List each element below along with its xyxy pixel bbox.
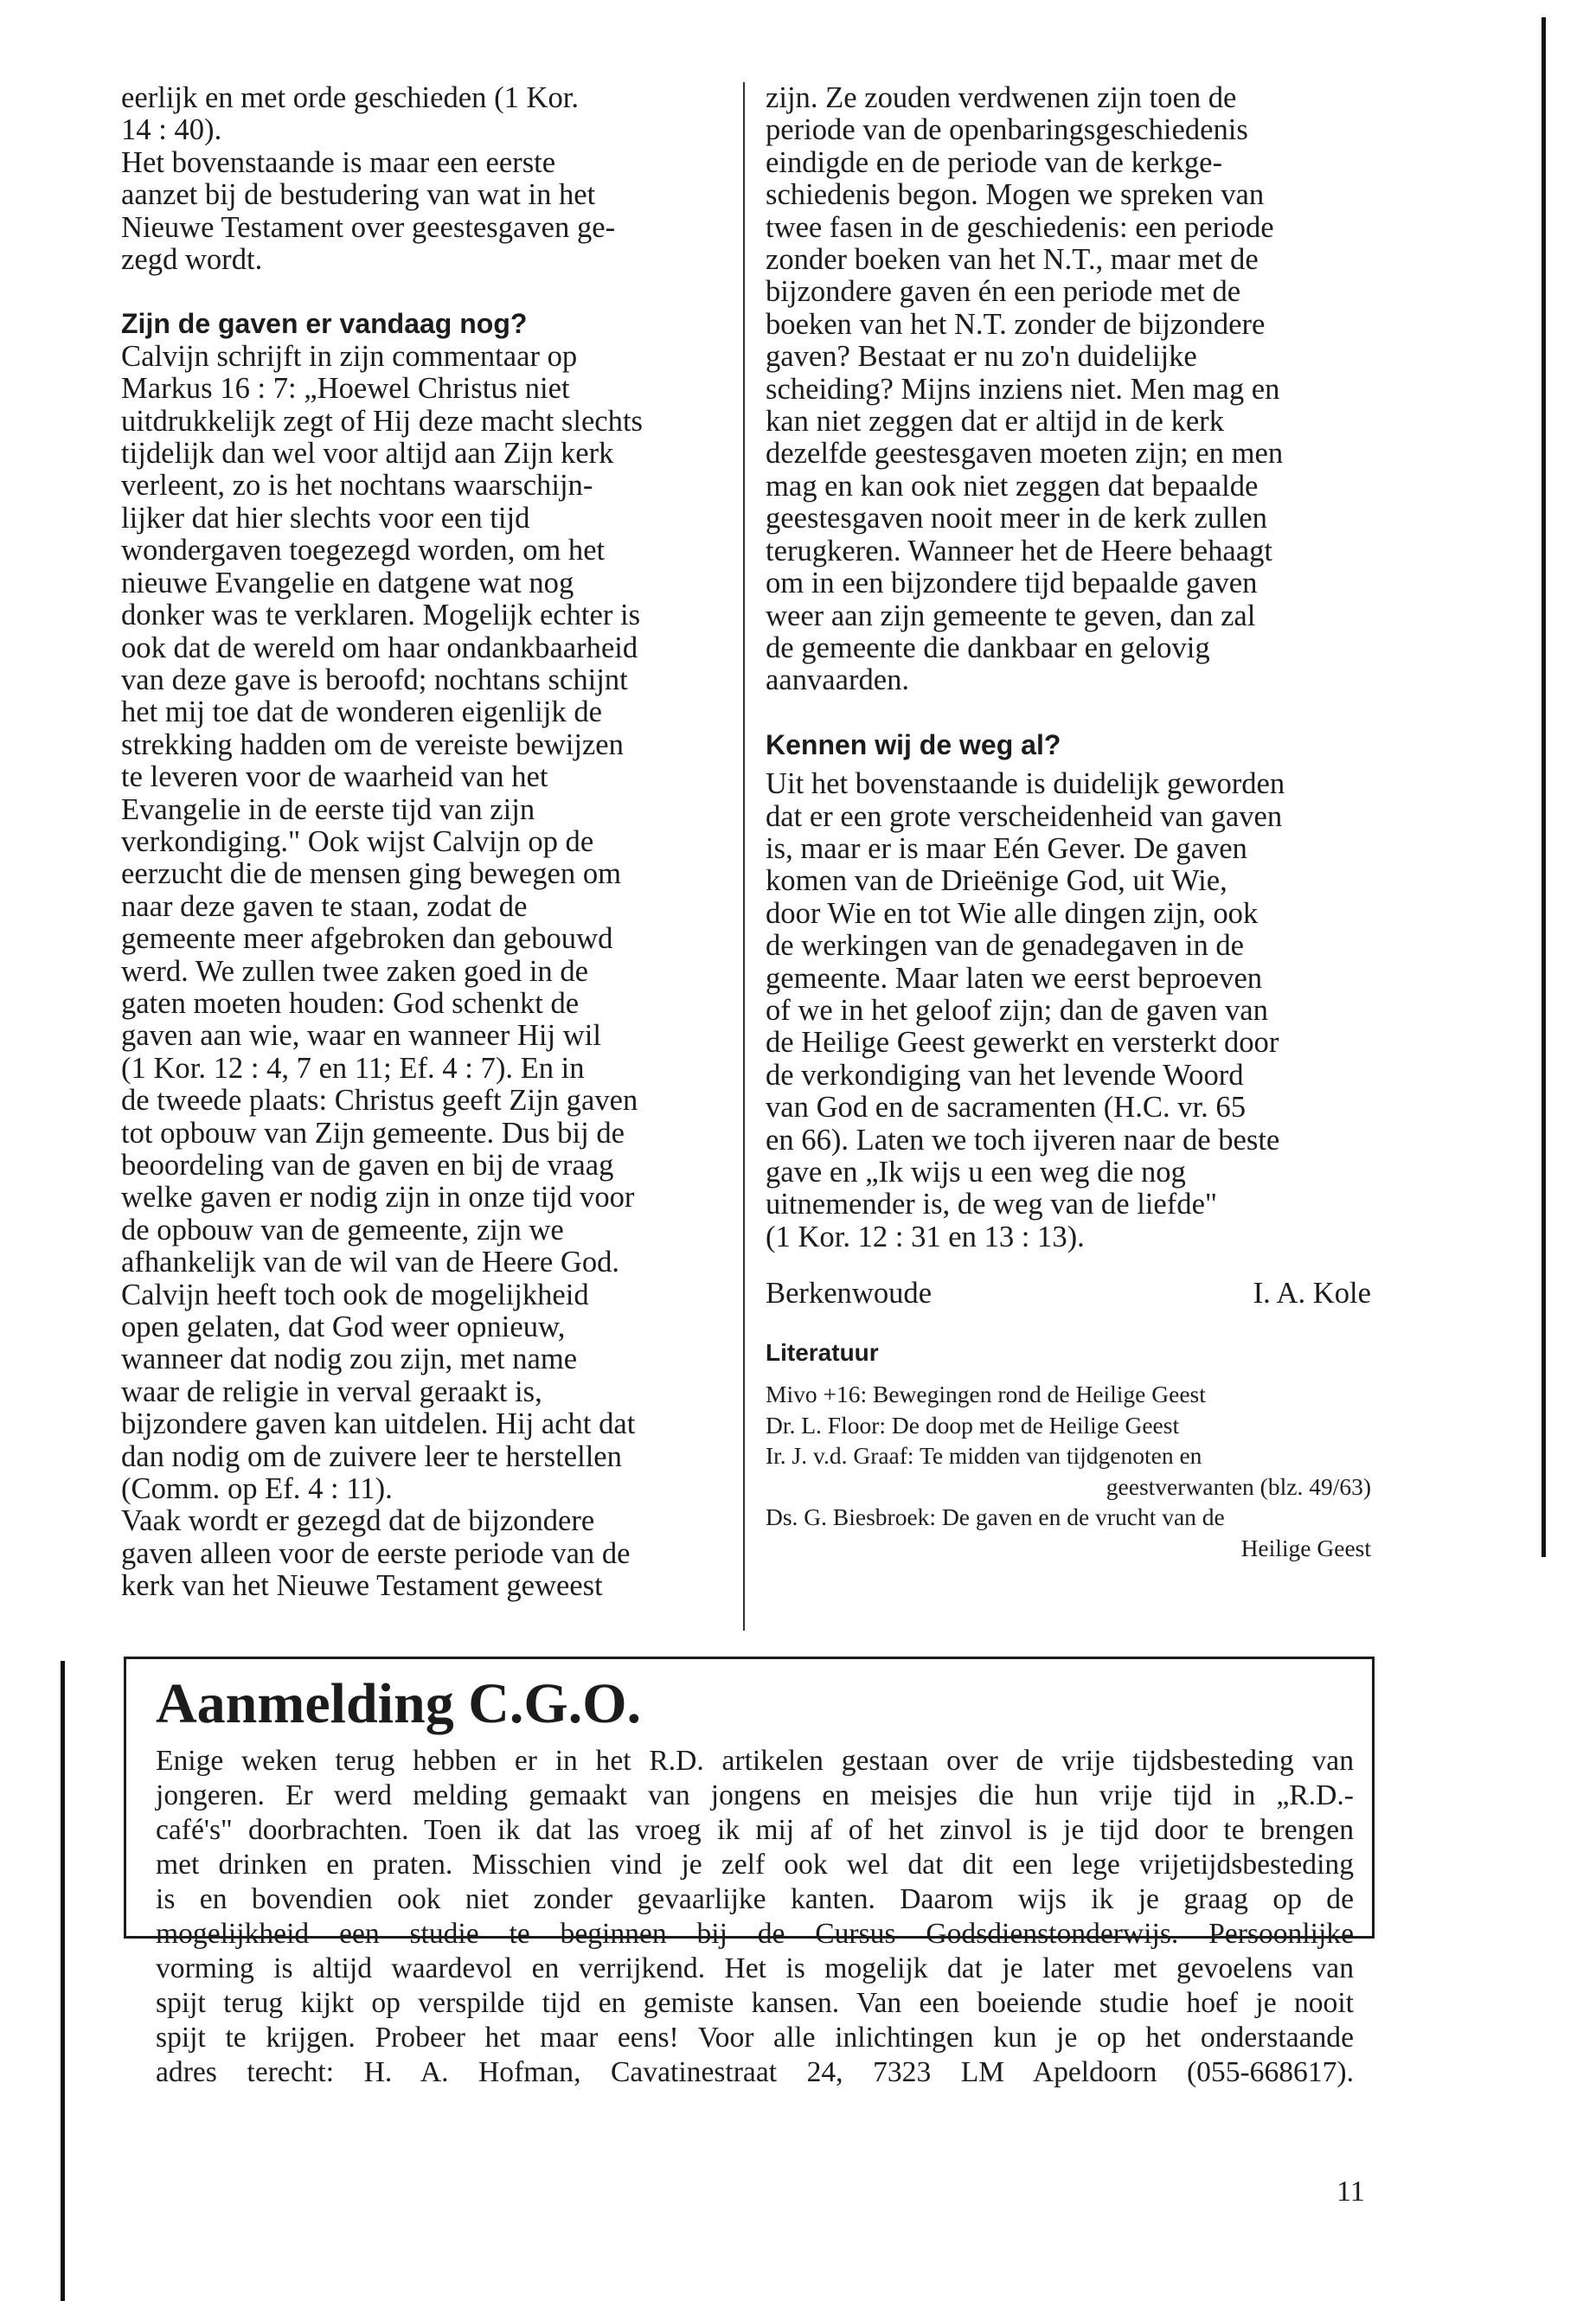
- text-line: donker was te verklaren. Mogelijk echter is: [121, 599, 641, 632]
- signature-place: Berkenwoude: [766, 1277, 933, 1311]
- signature-row: [766, 1278, 1371, 1310]
- text-line: weer aan zijn gemeente te geven, dan zal: [766, 599, 1256, 632]
- text-line: wondergaven toegezegd worden, om het: [121, 534, 606, 567]
- text-line: werd. We zullen twee zaken goed in de: [121, 954, 588, 988]
- text-line: eerzucht die de mensen ging bewegen om: [121, 857, 622, 891]
- announcement-text: [156, 1744, 1354, 2090]
- text-line: Calvijn heeft toch ook de mogelijkheid: [121, 1278, 589, 1311]
- literature-list: [766, 1379, 1371, 1563]
- text-line: zijn. Ze zouden verdwenen zijn toen de: [766, 81, 1237, 114]
- text-line: is, maar er is maar Eén Gever. De gaven: [766, 831, 1247, 865]
- text-line: Nieuwe Testament over geestesgaven ge-: [121, 210, 616, 244]
- text-line: de tweede plaats: Christus geeft Zijn gaven: [121, 1084, 638, 1118]
- text-line: aanzet bij de bestudering van wat in het: [121, 178, 596, 212]
- text-line: scheiding? Mijns inziens niet. Men mag en: [766, 372, 1280, 406]
- literature-entry: Ds. G. Biesbroek: De gaven en de vrucht van de: [766, 1503, 1225, 1531]
- text-line: tot opbouw van Zijn gemeente. Dus bij de: [121, 1116, 625, 1150]
- literature-entry-continued: Heilige Geest: [1240, 1534, 1371, 1561]
- text-line: gemeente. Maar laten we eerst beproeven: [766, 961, 1263, 995]
- announcement-content: [156, 1671, 1354, 2090]
- literature-entry-continued: geestverwanten (blz. 49/63): [1106, 1472, 1371, 1500]
- text-line: van deze gave is beroofd; nochtans schijnt: [121, 663, 628, 696]
- text-line: boeken van het N.T. zonder de bijzondere: [766, 307, 1266, 341]
- literature-entry: Mivo +16: Bewegingen rond de Heilige Geest: [766, 1381, 1206, 1408]
- text-line: wanneer dat nodig zou zijn, met name: [121, 1343, 578, 1376]
- text-line: uitnemender is, de weg van de liefde": [766, 1188, 1218, 1221]
- text-line: strekking hadden om de vereiste bewijzen: [121, 727, 624, 761]
- text-line: eerlijk en met orde geschieden (1 Kor.: [121, 81, 580, 114]
- literature-entry: Dr. L. Floor: De doop met de Heilige Geest: [766, 1411, 1180, 1439]
- text-line: open gelaten, dat God weer opnieuw,: [121, 1311, 566, 1344]
- text-line: twee fasen in de geschiedenis: een periode: [766, 210, 1274, 244]
- text-line: gemeente meer afgebroken dan gebouwd: [121, 922, 613, 956]
- text-line: welke gaven er nodig zijn in onze tijd voor: [121, 1181, 635, 1215]
- text-line: afhankelijk van de wil van de Heere God.: [121, 1246, 620, 1279]
- text-line: te leveren voor de waarheid van het: [121, 760, 548, 794]
- text-line: komen van de Drieënige God, uit Wie,: [766, 864, 1227, 898]
- text-line: bijzondere gaven kan uitdelen. Hij acht dat: [121, 1407, 636, 1441]
- text-line: (1 Kor. 12 : 31 en 13 : 13).: [766, 1220, 1085, 1253]
- text-line: gave en „Ik wijs u een weg die nog: [766, 1156, 1186, 1189]
- text-line: Enige weken terug hebben er in het R.D. artikelen gestaan over de vrije tijdsbesteding van: [156, 1745, 1354, 1777]
- right-column: [766, 82, 1371, 1563]
- text-line: en 66). Laten we toch ijveren naar de beste: [766, 1123, 1280, 1157]
- text-line: ook dat de wereld om haar ondankbaarheid: [121, 631, 638, 664]
- text-line: spijt terug kijkt op verspilde tijd en gemiste kansen. Van een boeiende studie hoef je nooit: [156, 1987, 1354, 2019]
- text-line: lijker dat hier slechts voor een tijd: [121, 501, 530, 535]
- text-line: is en bovendien ook niet zonder gevaarlijke kanten. Daarom wijs ik je graag op de: [156, 1883, 1354, 1915]
- text-line: mag en kan ook niet zeggen dat bepaalde: [766, 469, 1259, 503]
- announcement-title: Aanmelding C.G.O.: [156, 1672, 642, 1735]
- text-line: Evangelie in de eerste tijd van zijn: [121, 792, 535, 826]
- text-line: naar deze gaven te staan, zodat de: [121, 889, 528, 923]
- text-line: beoordeling van de gaven en bij de vraag: [121, 1149, 614, 1182]
- text-line: de werkingen van de genadegaven in de: [766, 929, 1245, 963]
- text-line: kerk van het Nieuwe Testament geweest: [121, 1569, 603, 1603]
- text-line: café's" doorbrachten. Toen ik dat las vroeg ik mij af of het zinvol is je tijd door te brengen: [156, 1814, 1354, 1846]
- text-line: dan nodig om de zuivere leer te herstellen: [121, 1439, 622, 1473]
- text-line: tijdelijk dan wel voor altijd aan Zijn kerk: [121, 437, 614, 471]
- scan-edge-bar-right: [1542, 17, 1546, 1557]
- text-line: de Heilige Geest gewerkt en versterkt door: [766, 1026, 1279, 1060]
- text-line: van God en de sacramenten (H.C. vr. 65: [766, 1091, 1247, 1125]
- text-line: de verkondiging van het levende Woord: [766, 1058, 1244, 1092]
- text-line: schiedenis begon. Mogen we spreken van: [766, 178, 1265, 212]
- text-line: waar de religie in verval geraakt is,: [121, 1375, 542, 1408]
- text-line: terugkeren. Wanneer het de Heere behaagt: [766, 534, 1273, 567]
- text-line: of we in het geloof zijn; dan de gaven van: [766, 993, 1268, 1027]
- section-heading: Kennen wij de weg al?: [766, 728, 1061, 760]
- text-line: nieuwe Evangelie en datgene wat nog: [121, 566, 574, 599]
- text-line: de opbouw van de gemeente, zijn we: [121, 1213, 564, 1247]
- text-line: gaven? Bestaat er nu zo'n duidelijke: [766, 340, 1197, 374]
- text-line: Markus 16 : 7: „Hoewel Christus niet: [121, 372, 570, 406]
- text-line: om in een bijzondere tijd bepaalde gaven: [766, 567, 1258, 600]
- text-line: mogelijkheid een studie te beginnen bij de Cursus Godsdienstonderwijs. Persoonlijke: [156, 1918, 1354, 1950]
- left-column: [121, 82, 718, 1603]
- scan-edge-bar-left: [61, 1661, 65, 2301]
- text-line: verkondiging." Ook wijst Calvijn op de: [121, 824, 594, 858]
- literature-entry: Ir. J. v.d. Graaf: Te midden van tijdgenoten en: [766, 1442, 1202, 1470]
- text-line: eindigde en de periode van de kerkge-: [766, 145, 1223, 179]
- text-line: kan niet zeggen dat er altijd in de kerk: [766, 405, 1224, 439]
- text-line: uitdrukkelijk zegt of Hij deze macht slechts: [121, 404, 644, 438]
- text-line: vorming is altijd waardevol en verrijkend. Het is mogelijk dat je later met gevoelens van: [156, 1952, 1354, 1984]
- text-line: Het bovenstaande is maar een eerste: [121, 145, 556, 179]
- text-line: bijzondere gaven én een periode met de: [766, 275, 1241, 309]
- text-line: dat er een grote verscheidenheid van gaven: [766, 799, 1283, 833]
- text-line: Calvijn schrijft in zijn commentaar op: [121, 339, 578, 373]
- text-line: gaven aan wie, waar en wanneer Hij wil: [121, 1019, 601, 1053]
- text-line: geestesgaven nooit meer in de kerk zullen: [766, 502, 1267, 535]
- text-line: periode van de openbaringsgeschiedenis: [766, 113, 1248, 147]
- text-line: (1 Kor. 12 : 4, 7 en 11; Ef. 4 : 7). En in: [121, 1051, 585, 1085]
- text-line: gaven alleen voor de eerste periode van de: [121, 1536, 631, 1570]
- text-line: dezelfde geestesgaven moeten zijn; en men: [766, 437, 1284, 471]
- text-line: door Wie en tot Wie alle dingen zijn, ook: [766, 896, 1259, 930]
- text-line: gaten moeten houden: God schenkt de: [121, 986, 580, 1020]
- text-line: zegd wordt.: [121, 243, 263, 277]
- text-line: spijt te krijgen. Probeer het maar eens! Voor alle inlichtingen kun je op het onderstaande: [156, 2022, 1354, 2054]
- text-line: verleent, zo is het nochtans waarschijn-: [121, 469, 593, 503]
- text-line: aanvaarden.: [766, 663, 910, 697]
- text-line: Vaak wordt er gezegd dat de bijzondere: [121, 1504, 595, 1538]
- section-heading: Zijn de gaven er vandaag nog?: [121, 308, 528, 340]
- text-line: 14 : 40).: [121, 113, 222, 147]
- signature-author: I. A. Kole: [1253, 1277, 1371, 1311]
- text-line: de gemeente die dankbaar en gelovig: [766, 631, 1210, 664]
- text-line: zonder boeken van het N.T., maar met de: [766, 243, 1259, 277]
- column-divider: [743, 82, 745, 1631]
- text-line: met drinken en praten. Misschien vind je zelf ook wel dat dit een lege vrijetijdsbesteding: [156, 1849, 1354, 1881]
- page-number: 11: [1336, 2176, 1365, 2208]
- text-line: jongeren. Er werd melding gemaakt van jongens en meisjes die hun vrije tijd in „R.D.-: [156, 1779, 1354, 1811]
- text-line: Uit het bovenstaande is duidelijk geworden: [766, 767, 1285, 801]
- text-line: (Comm. op Ef. 4 : 11).: [121, 1472, 393, 1506]
- literature-heading: Literatuur: [766, 1338, 879, 1366]
- text-line: het mij toe dat de wonderen eigenlijk de: [121, 695, 602, 729]
- text-line: adres terecht: H. A. Hofman, Cavatinestraat 24, 7323 LM Apeldoorn (055-668617).: [156, 2056, 1354, 2088]
